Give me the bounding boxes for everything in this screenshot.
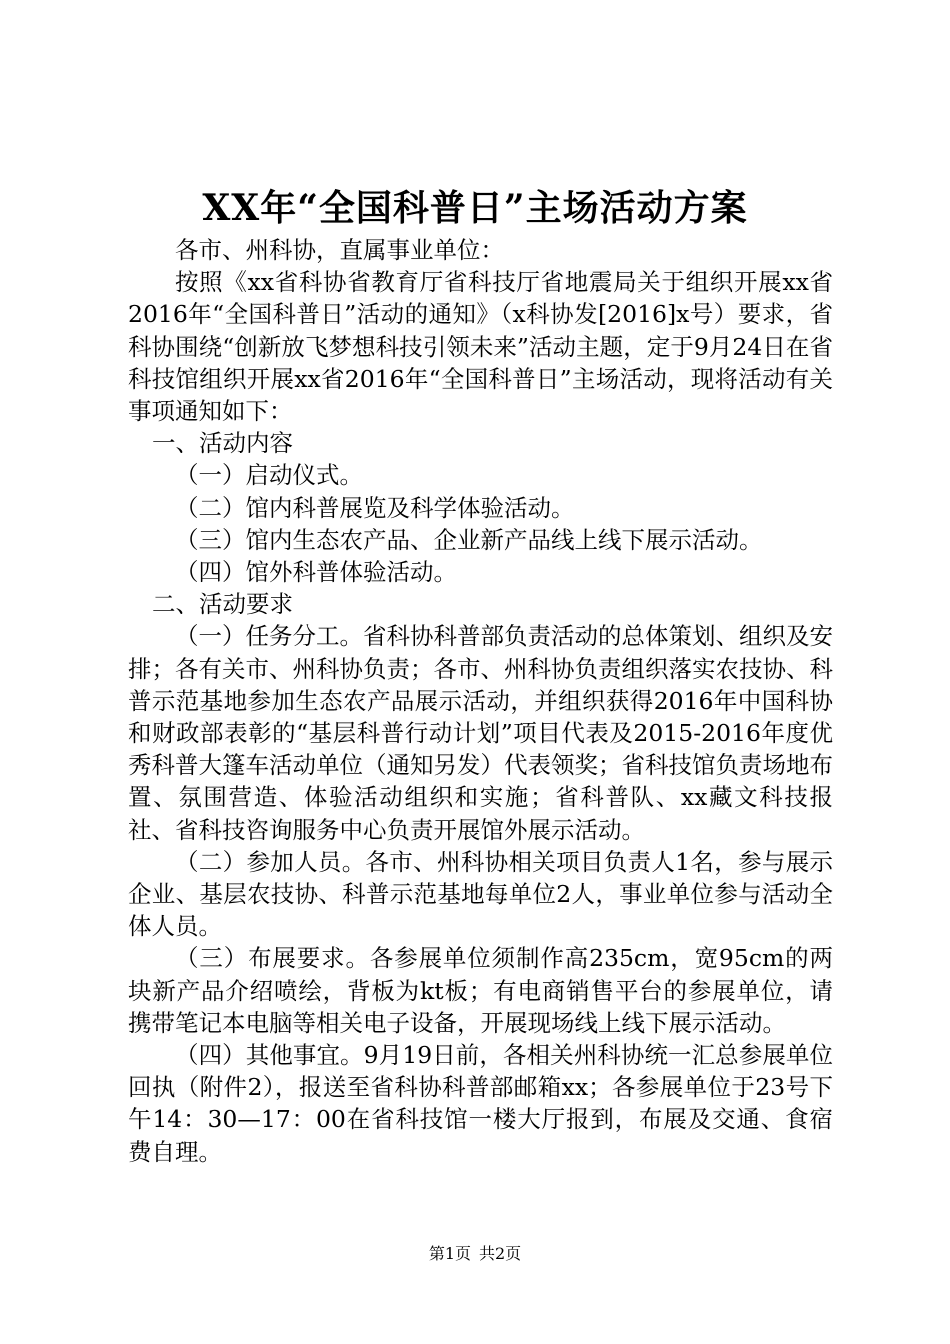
requirement-lead: （四）其他事宜。 bbox=[175, 1041, 364, 1070]
requirement-text: 省科协科普部负责活动的总体策划、组织及安排；各有关市、州科协负责；各市、州科协负责组织落实农技协、科普示范基地参加生态农产品展示活动，并组织获得2016年中国科协和财政部表彰的“基层科普行动计划”项目代表及2015-2016年度优秀科普大篷车活动单位（通知另发）代表领奖；省科技馆负责场地布置、氛围营造、体验活动组织和实施；省科普队、xx藏文科技报社、省科技咨询服务中心负责开展馆外展示活动。 bbox=[128, 622, 833, 844]
content-item: （一）启动仪式。 bbox=[175, 461, 363, 490]
content-item: （四）馆外科普体验活动。 bbox=[175, 558, 457, 587]
requirement-lead: （一）任务分工。 bbox=[175, 622, 363, 651]
document-body bbox=[128, 234, 833, 1168]
intro-paragraph: 按照《xx省科协省教育厅省科技厅省地震局关于组织开展xx省2016年“全国科普日”活动的通知》（x科协发[2016]x号）要求，省科协围绕“创新放飞梦想科技引领未来”活动主题，定于9月24日在省科技馆组织开展xx省2016年“全国科普日”主场活动，现将活动有关事项通知如下： bbox=[128, 268, 833, 426]
page-footer bbox=[0, 1241, 950, 1264]
requirement-paragraph bbox=[128, 620, 833, 845]
requirement-text: 各市、州科协相关项目负责人1名，参与展示企业、基层农技协、科普示范基地每单位2人，事业单位参与活动全体人员。 bbox=[128, 847, 834, 941]
page-total: 共2页 bbox=[479, 1244, 522, 1263]
requirement-text: 各参展单位须制作高235cm，宽95cm的两块新产品介绍喷绘，背板为kt板；有电商销售平台的参展单位，请携带笔记本电脑等相关电子设备，开展现场线上线下展示活动。 bbox=[128, 944, 833, 1037]
requirement-paragraph bbox=[128, 942, 833, 1039]
section-heading-content: 一、活动内容 bbox=[152, 429, 293, 458]
document-title: XX年“全国科普日”主场活动方案 bbox=[202, 187, 748, 229]
requirement-paragraph bbox=[128, 1039, 833, 1168]
section-heading-requirements: 二、活动要求 bbox=[152, 590, 293, 619]
requirement-lead: （三）布展要求。 bbox=[175, 944, 370, 973]
requirement-paragraph bbox=[128, 846, 833, 943]
content-item: （三）馆内生态农产品、企业新产品线上线下展示活动。 bbox=[175, 525, 763, 554]
salutation: 各市、州科协，直属事业单位： bbox=[175, 236, 504, 264]
page-number: 第1页 bbox=[428, 1244, 471, 1263]
requirement-text: 9月19日前，各相关州科协统一汇总参展单位回执（附件2），报送至省科协科普部邮箱xx；各参展单位于23号下午14：30—17：00在省科技馆一楼大厅报到，布展及交通、食宿费自理。 bbox=[128, 1041, 834, 1166]
requirement-lead: （二）参加人员。 bbox=[175, 847, 366, 876]
content-item: （二）馆内科普展览及科学体验活动。 bbox=[175, 493, 575, 522]
